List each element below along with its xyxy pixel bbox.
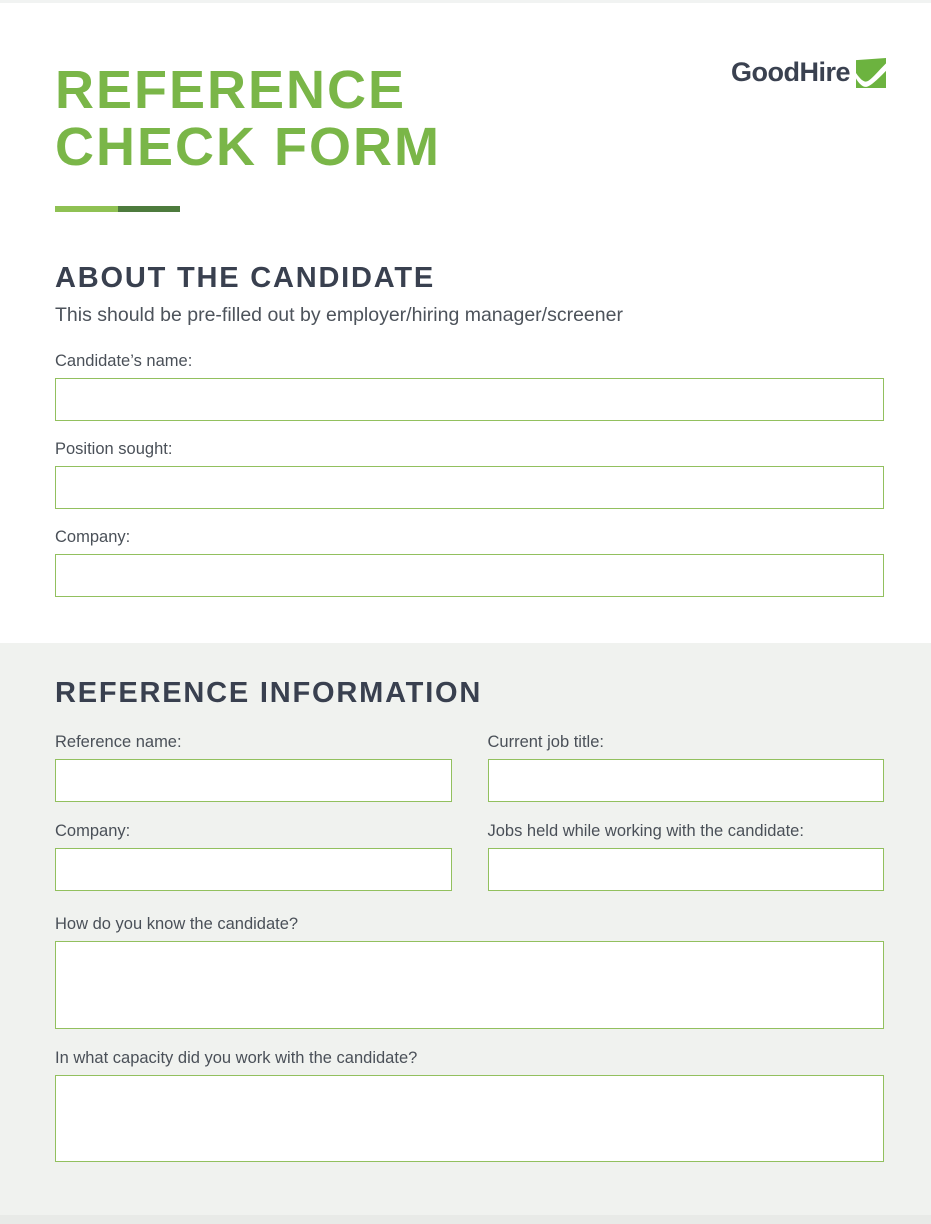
jobs-held-input[interactable] bbox=[488, 848, 885, 891]
reference-name-input[interactable] bbox=[55, 759, 452, 802]
current-job-title-field bbox=[488, 733, 885, 802]
candidate-name-field bbox=[55, 352, 884, 421]
how-know-candidate-textarea[interactable] bbox=[55, 941, 884, 1029]
reference-company-input[interactable] bbox=[55, 848, 452, 891]
reference-information-section bbox=[0, 643, 931, 1224]
goodhire-check-icon bbox=[856, 58, 886, 88]
bottom-edge-strip bbox=[0, 1215, 931, 1224]
position-sought-label: Position sought: bbox=[55, 439, 173, 458]
jobs-held-label: Jobs held while working with the candidate: bbox=[487, 822, 804, 841]
capacity-worked-textarea[interactable] bbox=[55, 1075, 884, 1162]
reference-name-field bbox=[55, 733, 452, 802]
page-title-line-1: REFERENCE bbox=[55, 60, 407, 120]
how-know-candidate-field bbox=[55, 915, 884, 1029]
title-bar-light-segment bbox=[55, 206, 118, 212]
candidate-name-input[interactable] bbox=[55, 378, 884, 421]
reference-company-field bbox=[55, 822, 452, 891]
jobs-held-field bbox=[488, 822, 885, 891]
goodhire-logo bbox=[731, 57, 886, 88]
current-job-title-label: Current job title: bbox=[487, 733, 604, 752]
reference-fields-grid bbox=[55, 733, 884, 891]
title-bar-dark-segment bbox=[118, 206, 181, 212]
company-field bbox=[55, 528, 884, 597]
capacity-worked-field bbox=[55, 1049, 884, 1162]
candidate-name-label: Candidate’s name: bbox=[55, 351, 193, 370]
capacity-worked-label: In what capacity did you work with the candidate? bbox=[55, 1049, 418, 1068]
position-sought-input[interactable] bbox=[55, 466, 884, 509]
about-section-heading: ABOUT THE CANDIDATE bbox=[55, 262, 436, 294]
company-label: Company: bbox=[55, 527, 131, 546]
how-know-candidate-label: How do you know the candidate? bbox=[55, 915, 299, 934]
reference-name-label: Reference name: bbox=[55, 733, 182, 752]
position-sought-field bbox=[55, 440, 884, 509]
about-section-subtitle: This should be pre-filled out by employer/hiring manager/screener bbox=[55, 304, 623, 327]
page-title-line-2: CHECK FORM bbox=[55, 117, 441, 177]
current-job-title-input[interactable] bbox=[488, 759, 885, 802]
reference-section-heading: REFERENCE INFORMATION bbox=[55, 677, 483, 709]
goodhire-logo-text: GoodHire bbox=[730, 57, 850, 87]
reference-company-label: Company: bbox=[55, 822, 131, 841]
company-input[interactable] bbox=[55, 554, 884, 597]
title-underline-bar bbox=[55, 206, 180, 212]
